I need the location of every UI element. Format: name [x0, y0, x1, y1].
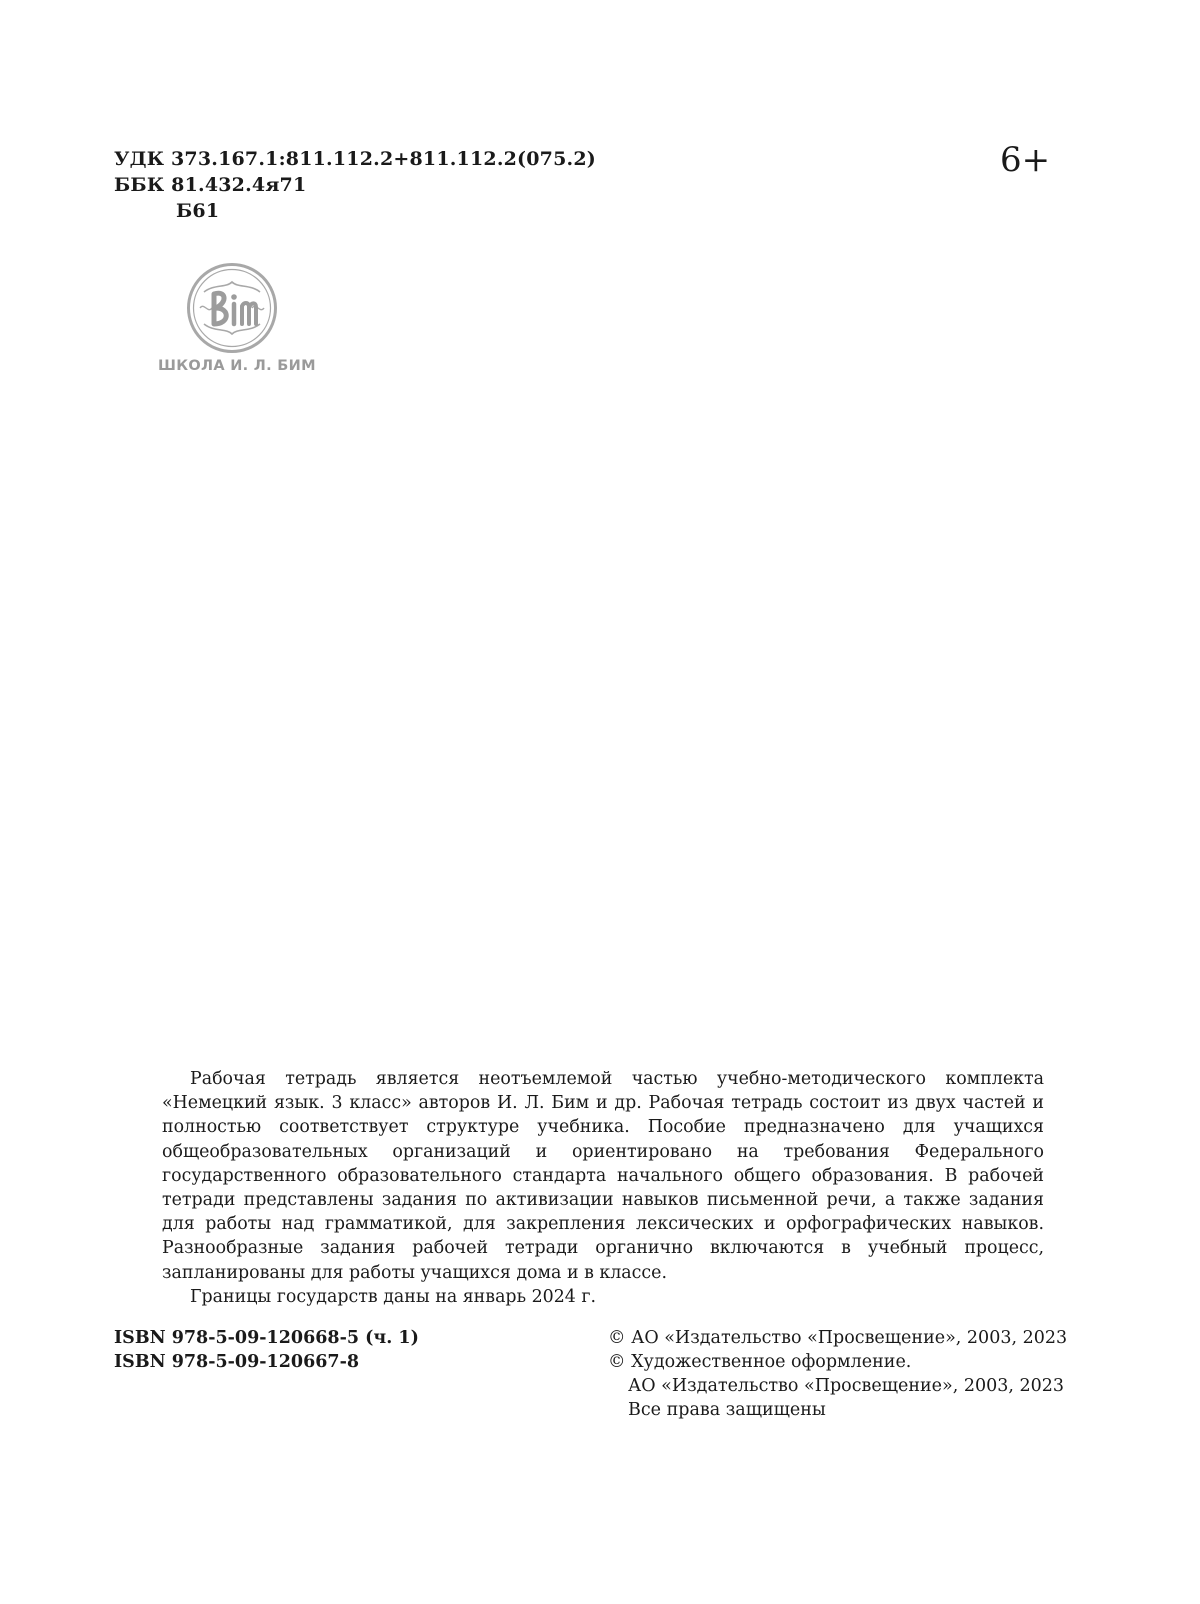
isbn-set: ISBN 978-5-09-120667-8	[114, 1352, 360, 1372]
school-logo	[186, 262, 278, 354]
author-mark: Б61	[176, 200, 220, 222]
isbn-block	[114, 1326, 419, 1374]
logo-caption: ШКОЛА И. Л. БИМ	[158, 358, 316, 374]
age-rating: 6+	[1000, 140, 1051, 180]
bim-emblem-icon	[186, 262, 278, 354]
bbk-code: ББК 81.432.4я71	[114, 174, 307, 196]
classification-block	[114, 146, 596, 224]
rights-reserved: Все права защищены	[628, 1400, 826, 1420]
annotation-paragraph: Рабочая тетрадь является неотъемлемой частью учебно-методического комплекта «Немецкий язык. 3 класс» авторов И. Л. Бим и др. Рабочая тетрадь состоит из двух частей и полностью соответствует структуре учебника. Пособие предназначено для учащихся общеобразовательных организаций и ориентировано на требования Федерального государственного образовательного стандарта начального общего образования. В рабочей тетради представлены задания по активизации навыков письменной речи, а также задания для работы над грамматикой, для закрепления лексических и орфографических навыков. Разнообразные задания рабочей тетради органично включаются в учебный процесс, запланированы для работы учащихся дома и в классе.	[162, 1069, 1044, 1283]
copyright-block	[608, 1326, 1068, 1422]
annotation	[162, 1067, 1044, 1309]
annotation-paragraph: Границы государств даны на январь 2024 г.	[190, 1286, 596, 1307]
copyright-design-owner: АО «Издательство «Просвещение», 2003, 2023	[628, 1376, 1065, 1396]
isbn-part: ISBN 978-5-09-120668-5 (ч. 1)	[114, 1328, 419, 1348]
copyright-publisher: © АО «Издательство «Просвещение», 2003, 2023	[608, 1328, 1068, 1348]
udk-code: УДК 373.167.1:811.112.2+811.112.2(075.2)	[114, 148, 596, 170]
copyright-design: © Художественное оформление.	[608, 1352, 912, 1372]
